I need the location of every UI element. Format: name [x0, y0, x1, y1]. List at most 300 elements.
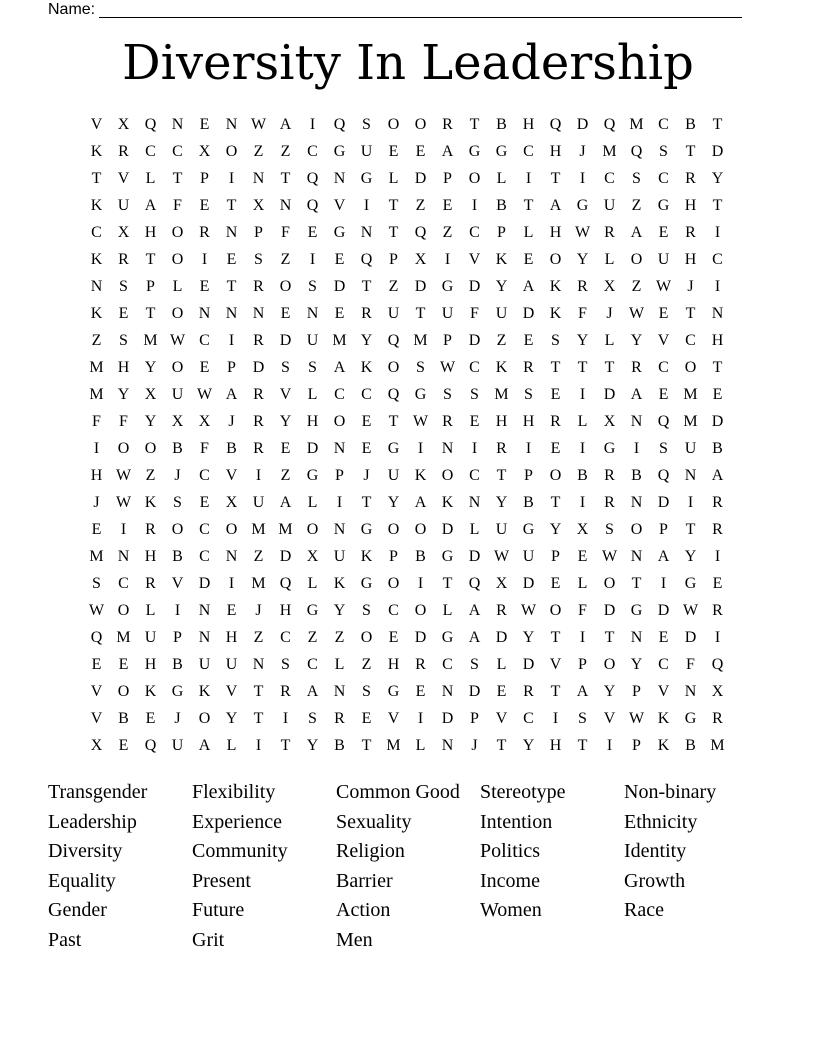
grid-letter[interactable]: D [441, 709, 454, 727]
grid-letter[interactable]: I [714, 628, 721, 646]
grid-letter[interactable]: S [362, 682, 371, 700]
grid-letter[interactable]: D [522, 304, 535, 322]
grid-letter[interactable]: Z [91, 331, 102, 349]
grid-letter[interactable]: C [658, 115, 669, 133]
grid-letter[interactable]: T [577, 736, 588, 754]
grid-letter[interactable]: P [254, 223, 263, 241]
grid-letter[interactable]: Z [361, 655, 372, 673]
grid-letter[interactable]: G [387, 682, 400, 700]
grid-letter[interactable]: V [90, 709, 103, 727]
grid-letter[interactable]: H [225, 628, 238, 646]
grid-letter[interactable]: H [279, 601, 292, 619]
grid-letter[interactable]: Y [576, 250, 589, 268]
grid-letter[interactable]: V [657, 682, 670, 700]
grid-letter[interactable]: P [335, 466, 344, 484]
grid-letter[interactable]: O [171, 304, 184, 322]
grid-letter[interactable]: L [307, 385, 318, 403]
grid-letter[interactable]: N [468, 493, 481, 511]
grid-letter[interactable]: K [441, 493, 454, 511]
grid-letter[interactable]: Q [144, 736, 157, 754]
grid-letter[interactable]: E [280, 304, 291, 322]
grid-letter[interactable]: G [495, 142, 508, 160]
grid-letter[interactable]: Y [549, 520, 562, 538]
grid-letter[interactable]: O [360, 628, 373, 646]
grid-letter[interactable]: F [578, 304, 587, 322]
grid-letter[interactable]: D [711, 412, 724, 430]
grid-letter[interactable]: Q [468, 574, 481, 592]
grid-letter[interactable]: O [225, 142, 238, 160]
grid-letter[interactable]: Y [360, 331, 373, 349]
grid-letter[interactable]: T [226, 196, 237, 214]
grid-letter[interactable]: I [363, 196, 370, 214]
grid-letter[interactable]: X [252, 196, 265, 214]
grid-letter[interactable]: C [145, 142, 156, 160]
grid-letter[interactable]: B [496, 115, 507, 133]
grid-letter[interactable]: P [146, 277, 155, 295]
grid-letter[interactable]: T [442, 574, 453, 592]
grid-letter[interactable]: S [551, 331, 560, 349]
grid-letter[interactable]: A [630, 223, 643, 241]
grid-letter[interactable]: Y [333, 601, 346, 619]
grid-letter[interactable]: K [657, 736, 670, 754]
grid-letter[interactable]: H [549, 142, 562, 160]
grid-letter[interactable]: N [198, 628, 211, 646]
grid-letter[interactable]: G [414, 385, 427, 403]
grid-letter[interactable]: U [495, 520, 508, 538]
grid-letter[interactable]: O [387, 358, 400, 376]
grid-letter[interactable]: X [171, 412, 184, 430]
grid-letter[interactable]: Q [279, 574, 292, 592]
grid-letter[interactable]: Y [522, 736, 535, 754]
grid-letter[interactable]: N [225, 547, 238, 565]
grid-letter[interactable]: R [685, 223, 696, 241]
grid-letter[interactable]: E [712, 574, 723, 592]
grid-letter[interactable]: K [495, 358, 508, 376]
grid-letter[interactable]: X [603, 277, 616, 295]
grid-letter[interactable]: Z [253, 628, 264, 646]
grid-letter[interactable]: I [228, 331, 235, 349]
grid-letter[interactable]: G [576, 196, 589, 214]
grid-letter[interactable]: G [630, 601, 643, 619]
grid-letter[interactable]: N [333, 520, 346, 538]
grid-letter[interactable]: Q [630, 142, 643, 160]
grid-letter[interactable]: B [172, 655, 183, 673]
grid-letter[interactable]: S [470, 655, 479, 673]
grid-letter[interactable]: N [198, 601, 211, 619]
grid-letter[interactable]: D [279, 331, 292, 349]
grid-letter[interactable]: W [439, 358, 456, 376]
grid-letter[interactable]: K [144, 682, 157, 700]
grid-letter[interactable]: N [333, 169, 346, 187]
grid-letter[interactable]: C [199, 466, 210, 484]
grid-letter[interactable]: O [387, 520, 400, 538]
grid-letter[interactable]: B [118, 709, 129, 727]
grid-letter[interactable]: N [252, 304, 265, 322]
grid-letter[interactable]: I [228, 169, 235, 187]
grid-letter[interactable]: O [171, 358, 184, 376]
grid-letter[interactable]: A [711, 466, 724, 484]
grid-letter[interactable]: N [360, 223, 373, 241]
grid-letter[interactable]: P [497, 223, 506, 241]
grid-letter[interactable]: W [115, 493, 132, 511]
grid-letter[interactable]: K [549, 277, 562, 295]
grid-letter[interactable]: V [495, 709, 508, 727]
grid-letter[interactable]: N [306, 304, 319, 322]
grid-letter[interactable]: I [714, 223, 721, 241]
grid-letter[interactable]: N [630, 412, 643, 430]
grid-letter[interactable]: R [442, 115, 453, 133]
grid-letter[interactable]: E [523, 250, 534, 268]
grid-letter[interactable]: T [685, 520, 696, 538]
grid-letter[interactable]: K [360, 547, 373, 565]
grid-letter[interactable]: L [226, 736, 237, 754]
grid-letter[interactable]: M [602, 142, 617, 160]
grid-letter[interactable]: V [549, 655, 562, 673]
grid-letter[interactable]: Q [333, 115, 346, 133]
grid-letter[interactable]: E [118, 655, 129, 673]
grid-letter[interactable]: A [225, 385, 238, 403]
grid-letter[interactable]: I [552, 709, 559, 727]
grid-letter[interactable]: D [576, 115, 589, 133]
grid-letter[interactable]: G [603, 439, 616, 457]
grid-letter[interactable]: T [91, 169, 102, 187]
grid-letter[interactable]: A [657, 547, 670, 565]
grid-letter[interactable]: P [632, 736, 641, 754]
grid-letter[interactable]: O [630, 250, 643, 268]
grid-letter[interactable]: T [361, 493, 372, 511]
grid-letter[interactable]: C [280, 628, 291, 646]
grid-letter[interactable]: E [361, 412, 372, 430]
grid-letter[interactable]: J [93, 493, 100, 511]
grid-letter[interactable]: I [633, 439, 640, 457]
grid-letter[interactable]: Y [522, 628, 535, 646]
grid-letter[interactable]: H [117, 358, 130, 376]
grid-letter[interactable]: E [307, 223, 318, 241]
grid-letter[interactable]: H [684, 196, 697, 214]
grid-letter[interactable]: V [225, 682, 238, 700]
grid-letter[interactable]: W [682, 601, 699, 619]
grid-letter[interactable]: R [253, 412, 264, 430]
grid-letter[interactable]: Z [280, 142, 291, 160]
grid-letter[interactable]: T [415, 304, 426, 322]
grid-letter[interactable]: D [684, 628, 697, 646]
grid-letter[interactable]: E [334, 250, 345, 268]
grid-letter[interactable]: E [388, 628, 399, 646]
grid-letter[interactable]: Y [306, 736, 319, 754]
grid-letter[interactable]: G [360, 574, 373, 592]
grid-letter[interactable]: I [417, 709, 424, 727]
grid-letter[interactable]: Z [631, 196, 642, 214]
grid-letter[interactable]: M [89, 358, 104, 376]
grid-letter[interactable]: Y [576, 331, 589, 349]
grid-letter[interactable]: C [712, 250, 723, 268]
grid-letter[interactable]: D [603, 601, 616, 619]
grid-letter[interactable]: R [523, 682, 534, 700]
grid-letter[interactable]: E [442, 196, 453, 214]
grid-letter[interactable]: T [388, 196, 399, 214]
grid-letter[interactable]: J [363, 466, 370, 484]
grid-letter[interactable]: R [253, 385, 264, 403]
grid-letter[interactable]: K [90, 304, 103, 322]
grid-letter[interactable]: X [198, 142, 211, 160]
grid-letter[interactable]: K [90, 142, 103, 160]
grid-letter[interactable]: O [414, 601, 427, 619]
grid-letter[interactable]: E [199, 115, 210, 133]
grid-letter[interactable]: Z [280, 466, 291, 484]
grid-letter[interactable]: Y [144, 358, 157, 376]
grid-letter[interactable]: G [360, 520, 373, 538]
grid-letter[interactable]: J [579, 142, 586, 160]
grid-letter[interactable]: C [523, 142, 534, 160]
grid-letter[interactable]: Q [306, 196, 319, 214]
grid-letter[interactable]: U [441, 304, 454, 322]
grid-letter[interactable]: N [225, 223, 238, 241]
grid-letter[interactable]: I [336, 493, 343, 511]
grid-letter[interactable]: L [577, 574, 588, 592]
grid-letter[interactable]: E [658, 628, 669, 646]
grid-letter[interactable]: S [632, 169, 641, 187]
grid-letter[interactable]: O [171, 250, 184, 268]
grid-letter[interactable]: F [686, 655, 695, 673]
grid-letter[interactable]: S [119, 331, 128, 349]
grid-letter[interactable]: U [684, 439, 697, 457]
grid-letter[interactable]: W [493, 547, 510, 565]
grid-letter[interactable]: C [469, 466, 480, 484]
grid-letter[interactable]: O [603, 655, 616, 673]
grid-letter[interactable]: R [145, 520, 156, 538]
grid-letter[interactable]: O [549, 250, 562, 268]
grid-letter[interactable]: N [684, 682, 697, 700]
grid-letter[interactable]: C [361, 385, 372, 403]
grid-letter[interactable]: Q [360, 250, 373, 268]
grid-letter[interactable]: I [309, 115, 316, 133]
grid-letter[interactable]: I [714, 277, 721, 295]
grid-letter[interactable]: Y [603, 682, 616, 700]
grid-letter[interactable]: R [712, 601, 723, 619]
grid-letter[interactable]: I [174, 601, 181, 619]
grid-letter[interactable]: R [550, 412, 561, 430]
grid-letter[interactable]: P [443, 169, 452, 187]
grid-letter[interactable]: O [684, 358, 697, 376]
grid-letter[interactable]: Q [603, 115, 616, 133]
grid-letter[interactable]: N [252, 169, 265, 187]
grid-letter[interactable]: D [414, 277, 427, 295]
grid-letter[interactable]: T [685, 304, 696, 322]
grid-letter[interactable]: A [549, 196, 562, 214]
grid-letter[interactable]: H [144, 547, 157, 565]
grid-letter[interactable]: V [279, 385, 292, 403]
grid-letter[interactable]: I [309, 250, 316, 268]
grid-letter[interactable]: T [550, 169, 561, 187]
grid-letter[interactable]: E [415, 142, 426, 160]
grid-letter[interactable]: T [604, 628, 615, 646]
grid-letter[interactable]: R [253, 277, 264, 295]
grid-letter[interactable]: C [118, 574, 129, 592]
grid-letter[interactable]: T [496, 466, 507, 484]
grid-letter[interactable]: Z [496, 331, 507, 349]
grid-letter[interactable]: W [655, 277, 672, 295]
grid-letter[interactable]: U [171, 736, 184, 754]
grid-letter[interactable]: E [550, 439, 561, 457]
grid-letter[interactable]: I [525, 439, 532, 457]
grid-letter[interactable]: L [334, 655, 345, 673]
grid-letter[interactable]: G [684, 709, 697, 727]
grid-letter[interactable]: I [120, 520, 127, 538]
grid-letter[interactable]: X [117, 115, 130, 133]
grid-letter[interactable]: C [199, 331, 210, 349]
grid-letter[interactable]: X [90, 736, 103, 754]
grid-letter[interactable]: H [549, 223, 562, 241]
grid-letter[interactable]: E [118, 736, 129, 754]
grid-letter[interactable]: G [441, 277, 454, 295]
grid-letter[interactable]: R [118, 142, 129, 160]
grid-letter[interactable]: U [360, 142, 373, 160]
grid-letter[interactable]: O [117, 601, 130, 619]
grid-letter[interactable]: K [90, 196, 103, 214]
grid-letter[interactable]: U [522, 547, 535, 565]
grid-letter[interactable]: R [442, 412, 453, 430]
grid-letter[interactable]: L [145, 601, 156, 619]
grid-letter[interactable]: Q [711, 655, 724, 673]
grid-letter[interactable]: I [255, 736, 262, 754]
grid-letter[interactable]: I [525, 169, 532, 187]
grid-letter[interactable]: B [226, 439, 237, 457]
grid-letter[interactable]: D [279, 547, 292, 565]
grid-letter[interactable]: T [550, 682, 561, 700]
grid-letter[interactable]: N [441, 439, 454, 457]
grid-letter[interactable]: B [685, 115, 696, 133]
grid-letter[interactable]: Z [280, 250, 291, 268]
grid-letter[interactable]: R [712, 520, 723, 538]
grid-letter[interactable]: M [332, 331, 347, 349]
grid-letter[interactable]: B [415, 547, 426, 565]
grid-letter[interactable]: D [495, 628, 508, 646]
grid-letter[interactable]: E [361, 439, 372, 457]
grid-letter[interactable]: H [306, 412, 319, 430]
grid-letter[interactable]: D [468, 277, 481, 295]
grid-letter[interactable]: T [361, 277, 372, 295]
grid-letter[interactable]: U [252, 493, 265, 511]
grid-letter[interactable]: K [198, 682, 211, 700]
grid-letter[interactable]: R [712, 493, 723, 511]
grid-letter[interactable]: G [333, 223, 346, 241]
grid-letter[interactable]: D [306, 439, 319, 457]
grid-letter[interactable]: S [416, 358, 425, 376]
grid-letter[interactable]: O [306, 520, 319, 538]
grid-letter[interactable]: P [173, 628, 182, 646]
grid-letter[interactable]: Y [684, 547, 697, 565]
grid-letter[interactable]: P [443, 331, 452, 349]
grid-letter[interactable]: C [442, 655, 453, 673]
grid-letter[interactable]: I [579, 493, 586, 511]
grid-letter[interactable]: K [360, 358, 373, 376]
grid-letter[interactable]: I [660, 574, 667, 592]
grid-letter[interactable]: S [524, 385, 533, 403]
grid-letter[interactable]: E [226, 601, 237, 619]
grid-letter[interactable]: S [308, 358, 317, 376]
grid-letter[interactable]: J [687, 277, 694, 295]
grid-letter[interactable]: T [361, 736, 372, 754]
grid-letter[interactable]: O [117, 682, 130, 700]
grid-letter[interactable]: C [199, 520, 210, 538]
grid-letter[interactable]: Y [630, 655, 643, 673]
grid-letter[interactable]: O [441, 466, 454, 484]
grid-letter[interactable]: Z [145, 466, 156, 484]
grid-letter[interactable]: Q [387, 385, 400, 403]
grid-letter[interactable]: Y [495, 277, 508, 295]
grid-letter[interactable]: N [225, 115, 238, 133]
grid-letter[interactable]: R [577, 277, 588, 295]
grid-letter[interactable]: M [683, 412, 698, 430]
grid-letter[interactable]: I [579, 439, 586, 457]
grid-letter[interactable]: E [550, 574, 561, 592]
grid-letter[interactable]: U [171, 385, 184, 403]
grid-letter[interactable]: O [225, 520, 238, 538]
grid-letter[interactable]: R [496, 601, 507, 619]
grid-letter[interactable]: A [144, 196, 157, 214]
grid-letter[interactable]: W [601, 547, 618, 565]
grid-letter[interactable]: W [196, 385, 213, 403]
grid-letter[interactable]: R [685, 169, 696, 187]
grid-letter[interactable]: G [468, 142, 481, 160]
grid-letter[interactable]: L [577, 412, 588, 430]
grid-letter[interactable]: I [228, 574, 235, 592]
grid-letter[interactable]: Z [415, 196, 426, 214]
grid-letter[interactable]: O [279, 277, 292, 295]
grid-letter[interactable]: E [496, 682, 507, 700]
grid-letter[interactable]: V [90, 682, 103, 700]
grid-letter[interactable]: S [362, 115, 371, 133]
grid-letter[interactable]: V [387, 709, 400, 727]
grid-letter[interactable]: J [174, 466, 181, 484]
grid-letter[interactable]: P [659, 520, 668, 538]
grid-letter[interactable]: M [278, 520, 293, 538]
grid-letter[interactable]: G [441, 628, 454, 646]
grid-letter[interactable]: T [145, 250, 156, 268]
grid-letter[interactable]: C [685, 331, 696, 349]
grid-letter[interactable]: E [199, 277, 210, 295]
grid-letter[interactable]: R [253, 439, 264, 457]
grid-letter[interactable]: O [603, 574, 616, 592]
grid-letter[interactable]: P [578, 655, 587, 673]
grid-letter[interactable]: H [387, 655, 400, 673]
grid-letter[interactable]: N [90, 277, 103, 295]
grid-letter[interactable]: S [470, 385, 479, 403]
grid-letter[interactable]: Z [442, 223, 453, 241]
grid-letter[interactable]: I [579, 169, 586, 187]
grid-letter[interactable]: C [307, 655, 318, 673]
grid-letter[interactable]: P [389, 250, 398, 268]
grid-letter[interactable]: D [441, 520, 454, 538]
grid-letter[interactable]: R [145, 574, 156, 592]
grid-letter[interactable]: H [711, 331, 724, 349]
grid-letter[interactable]: U [657, 250, 670, 268]
grid-letter[interactable]: S [362, 601, 371, 619]
grid-letter[interactable]: L [145, 169, 156, 187]
grid-letter[interactable]: C [388, 601, 399, 619]
grid-letter[interactable]: Q [306, 169, 319, 187]
grid-letter[interactable]: I [444, 250, 451, 268]
grid-letter[interactable]: T [712, 115, 723, 133]
grid-letter[interactable]: F [470, 304, 479, 322]
grid-letter[interactable]: F [119, 412, 128, 430]
grid-letter[interactable]: V [603, 709, 616, 727]
grid-letter[interactable]: X [603, 412, 616, 430]
grid-letter[interactable]: J [228, 412, 235, 430]
grid-letter[interactable]: M [413, 331, 428, 349]
grid-letter[interactable]: Z [388, 277, 399, 295]
grid-letter[interactable]: R [604, 223, 615, 241]
